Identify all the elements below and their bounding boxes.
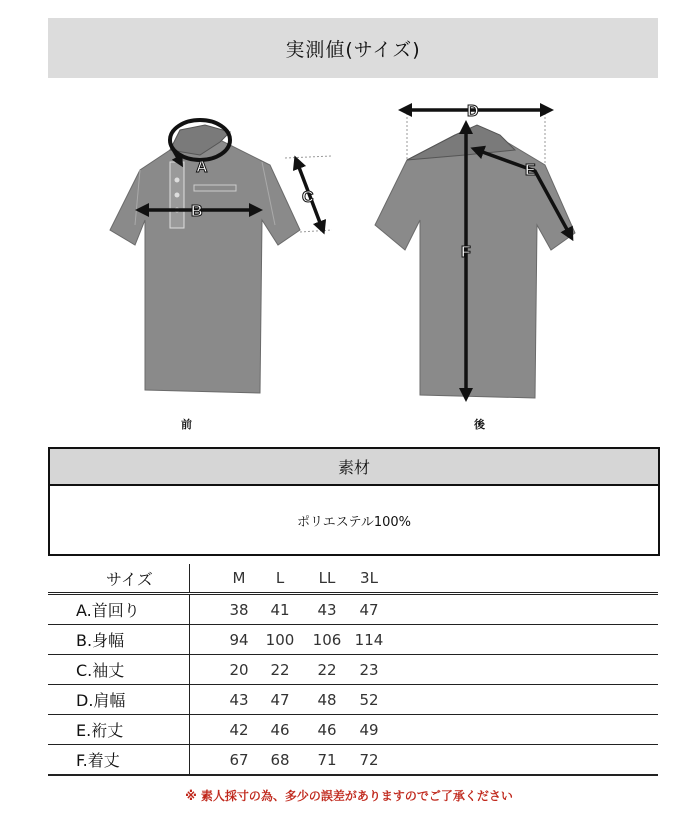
front-shirt-body: [110, 140, 300, 393]
table-row: [48, 655, 658, 685]
value-cell: 72: [359, 750, 379, 769]
value-cell: 38: [229, 600, 249, 619]
table-row: [48, 745, 658, 776]
value-cell: 22: [317, 660, 337, 679]
value-cell: 41: [270, 600, 290, 619]
row-label: B.身幅: [76, 631, 125, 650]
table-row: [48, 625, 658, 655]
value-cell: 46: [317, 720, 337, 739]
material-value: ポリエステル100%: [297, 514, 411, 530]
row-label: C.袖丈: [76, 661, 125, 680]
row-label: E.裄丈: [76, 721, 124, 740]
value-cell: 114: [354, 630, 384, 649]
size-table-header: [48, 564, 658, 595]
back-shirt-diagram: [365, 95, 595, 405]
row-label: A.首回り: [76, 601, 140, 620]
page-title: 実測値(サイズ): [48, 18, 658, 78]
value-cell: 43: [317, 600, 337, 619]
value-cell: 100: [265, 630, 295, 649]
value-cell: 48: [317, 690, 337, 709]
value-cell: 94: [229, 630, 249, 649]
value-cell: 67: [229, 750, 249, 769]
size-col-3l: 3L: [360, 569, 378, 587]
row-label: D.肩幅: [76, 691, 126, 710]
row-label: F.着丈: [76, 751, 120, 770]
marker-d: D: [467, 103, 479, 120]
back-label: 後: [474, 418, 485, 431]
size-table: [48, 564, 658, 776]
marker-f: F: [461, 244, 471, 261]
marker-c: C: [302, 189, 314, 206]
marker-b: B: [191, 203, 203, 220]
value-cell: 20: [229, 660, 249, 679]
value-cell: 43: [229, 690, 249, 709]
value-cell: 52: [359, 690, 379, 709]
table-row: [48, 715, 658, 745]
value-cell: 47: [359, 600, 379, 619]
size-col-l: L: [275, 569, 285, 587]
measurement-note: ※ 素人採寸の為、多少の誤差がありますのでご了承ください: [185, 789, 513, 803]
front-shirt-diagram: [100, 110, 350, 400]
table-row: [48, 685, 658, 715]
value-cell: 47: [270, 690, 290, 709]
value-cell: 22: [270, 660, 290, 679]
value-cell: 23: [359, 660, 379, 679]
table-row: [48, 595, 658, 625]
value-cell: 71: [317, 750, 337, 769]
front-label: 前: [181, 418, 192, 431]
value-cell: 49: [359, 720, 379, 739]
back-shirt-body: [375, 135, 575, 398]
marker-e: E: [525, 162, 536, 179]
size-col-ll: LL: [318, 569, 336, 587]
size-corner-label: サイズ: [106, 569, 153, 589]
marker-a: A: [196, 159, 208, 176]
value-cell: 106: [312, 630, 342, 649]
material-header: 素材: [50, 449, 658, 486]
value-cell: 46: [270, 720, 290, 739]
value-cell: 42: [229, 720, 249, 739]
size-col-m: M: [232, 569, 246, 587]
material-box: [48, 447, 660, 556]
value-cell: 68: [270, 750, 290, 769]
